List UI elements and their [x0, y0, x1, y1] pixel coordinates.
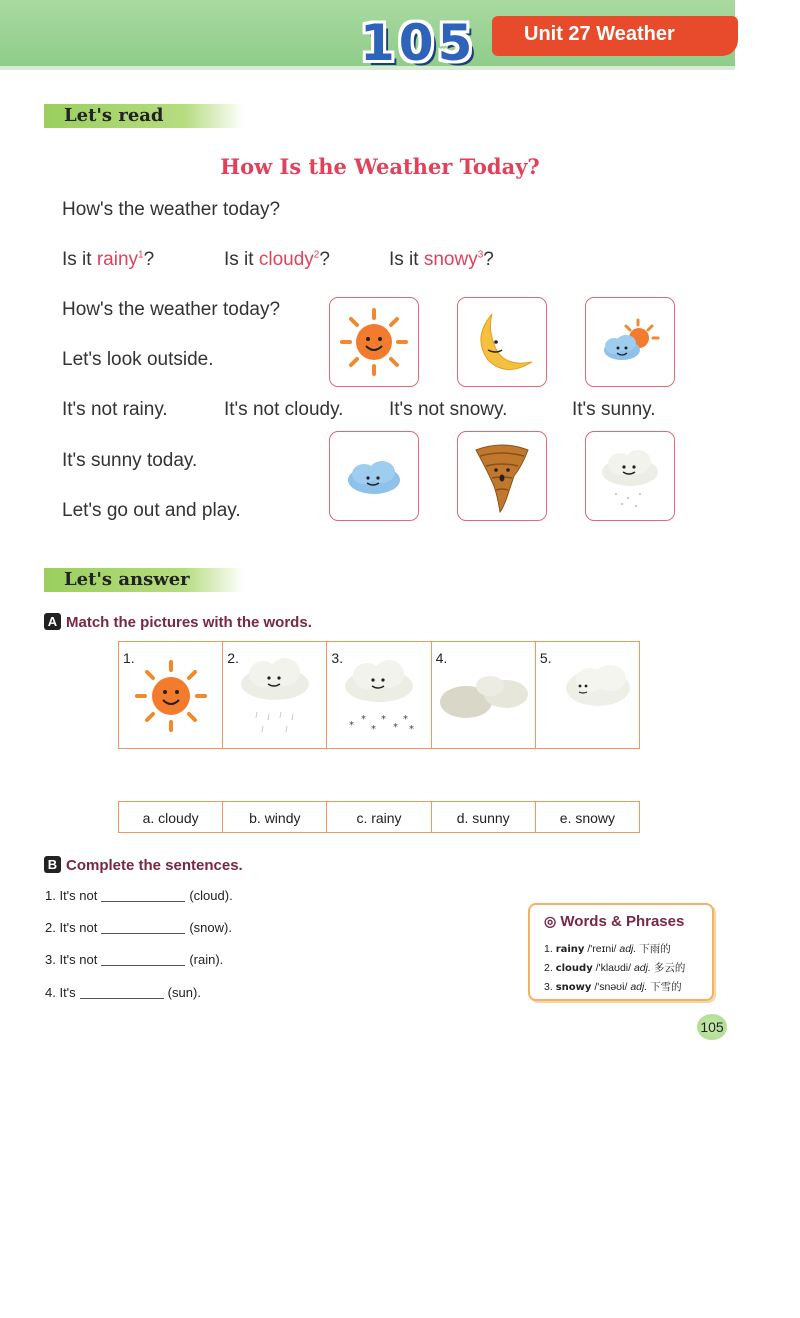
picture-cell-4[interactable]	[432, 642, 536, 748]
sun-icon	[330, 298, 418, 386]
sun-cloud-icon	[586, 298, 674, 386]
question-rainy	[62, 249, 154, 271]
vocab-ipa: /'snəʊi/	[594, 981, 628, 993]
vocab-word: snowy	[555, 982, 592, 993]
footer-page-number: 105	[697, 1014, 727, 1040]
vocab-pos: adj.	[633, 962, 651, 974]
section-b-title: Complete the sentences.	[66, 857, 243, 874]
vocab-item	[544, 979, 682, 994]
vocab-item	[544, 960, 685, 975]
vocab-pos: adj.	[619, 943, 637, 955]
not-snowy-line: It's not snowy.	[389, 399, 508, 420]
rain-cloud-icon	[223, 642, 327, 748]
vocab-num: 1.	[544, 943, 553, 955]
sunny-line: It's sunny.	[572, 399, 656, 420]
qmark: ?	[483, 249, 494, 270]
sentence-2	[45, 920, 232, 935]
tile-tornado	[457, 431, 547, 521]
answer-blank[interactable]	[101, 901, 185, 902]
picture-number: 4.	[435, 650, 448, 666]
cloud-icon	[432, 642, 536, 748]
vocab-word: cloudy	[555, 963, 593, 974]
tile-sun	[329, 297, 419, 387]
vocab-word: rainy	[555, 944, 585, 955]
qmark: ?	[319, 249, 330, 270]
words-phrases-title-text: Words & Phrases	[560, 913, 685, 930]
blue-cloud-icon	[330, 432, 418, 520]
vocab-num: 3.	[544, 981, 553, 993]
section-b-heading	[44, 856, 243, 874]
sentence-hint: (sun).	[167, 985, 201, 1000]
snow-cloud-icon	[586, 432, 674, 520]
picture-number: 1.	[123, 650, 135, 666]
story-title: How Is the Weather Today?	[220, 154, 540, 179]
picture-cell-5[interactable]	[536, 642, 639, 748]
tile-blue-cloud	[329, 431, 419, 521]
sentence-text: 1. It's not	[45, 888, 98, 903]
question-snowy	[389, 249, 494, 271]
lets-read-banner: Let's read	[44, 104, 244, 128]
poem-line-3: How's the weather today?	[62, 299, 281, 320]
words-phrases-box	[528, 903, 714, 1001]
unit-title-tab: Unit 27 Weather	[492, 16, 738, 56]
sentence-hint: (rain).	[189, 952, 224, 967]
sentence-text: 4. It's	[45, 985, 76, 1000]
sentence-1	[45, 888, 233, 903]
picture-number: 5.	[539, 650, 552, 666]
word-choice-d[interactable]: d. sunny	[432, 802, 536, 832]
tile-snow-cloud	[585, 431, 675, 521]
footnote-2: 2	[313, 249, 320, 261]
vocab-ipa: /'klaʊdi/	[595, 962, 632, 974]
q-prefix: Is it	[62, 249, 92, 270]
picture-cell-2[interactable]	[223, 642, 327, 748]
sentence-text: 3. It's not	[45, 952, 98, 967]
vocab-item	[544, 941, 671, 956]
answer-blank[interactable]	[101, 933, 185, 934]
tile-moon	[457, 297, 547, 387]
moon-icon	[458, 298, 546, 386]
picture-cell-1[interactable]	[119, 642, 223, 748]
section-a-title: Match the pictures with the words.	[66, 614, 312, 631]
svg-text:*: *	[371, 724, 377, 735]
header-page-number: 105	[360, 14, 477, 72]
picture-number: 3.	[331, 650, 344, 666]
section-a-heading	[44, 613, 312, 631]
footnote-3: 3	[477, 249, 484, 261]
vocab-num: 2.	[544, 962, 553, 974]
lets-answer-banner: Let's answer	[44, 568, 244, 592]
footnote-1: 1	[138, 249, 144, 261]
sun-icon	[119, 642, 223, 748]
vocab-pos: adj.	[630, 981, 648, 993]
answer-blank[interactable]	[101, 965, 185, 966]
word-choice-c[interactable]: c. rainy	[327, 802, 431, 832]
word-choice-e[interactable]: e. snowy	[559, 810, 616, 826]
picture-number: 2.	[227, 650, 239, 666]
question-cloudy	[224, 249, 330, 271]
wind-cloud-icon	[536, 642, 640, 748]
not-rainy-line: It's not rainy.	[62, 399, 168, 420]
svg-text:*: *	[403, 714, 409, 725]
sentence-text: 2. It's not	[45, 920, 98, 935]
snow-cloud-icon	[327, 642, 431, 748]
vocab-meaning: 多云的	[653, 962, 686, 974]
svg-text:*: *	[409, 724, 415, 735]
picture-cell-3[interactable]	[327, 642, 431, 748]
tornado-icon	[458, 432, 546, 520]
svg-text:*: *	[393, 722, 399, 733]
word-choice-b[interactable]: b. windy	[223, 802, 327, 832]
answer-blank[interactable]	[80, 998, 164, 999]
section-b-badge: B	[44, 856, 61, 873]
target-icon: ◎	[544, 913, 557, 929]
word-choices	[118, 801, 640, 833]
poem-line-6: It's sunny today.	[62, 450, 198, 471]
q-prefix: Is it	[224, 249, 254, 270]
words-phrases-title	[544, 913, 684, 930]
vocab-meaning: 下雨的	[639, 943, 671, 955]
tile-sun-cloud	[585, 297, 675, 387]
word-cloudy: cloudy	[258, 249, 314, 270]
poem-line-7: Let's go out and play.	[62, 500, 241, 521]
sentence-hint: (cloud).	[189, 888, 233, 903]
word-rainy: rainy	[96, 249, 139, 270]
sentence-4	[45, 985, 201, 1000]
word-choice-a[interactable]: a. cloudy	[119, 802, 223, 832]
qmark: ?	[143, 249, 155, 270]
poem-line-4: Let's look outside.	[62, 349, 214, 370]
poem-line-1: How's the weather today?	[62, 199, 281, 220]
vocab-ipa: /'reɪni/	[587, 943, 617, 955]
svg-text:*: *	[381, 714, 387, 725]
section-a-badge: A	[44, 613, 61, 630]
picture-grid	[118, 641, 640, 749]
svg-text:*: *	[361, 714, 367, 725]
q-prefix: Is it	[389, 249, 419, 270]
sentence-3	[45, 952, 223, 967]
not-cloudy-line: It's not cloudy.	[224, 399, 344, 420]
word-snowy: snowy	[423, 249, 478, 270]
svg-text:*: *	[349, 720, 355, 731]
sentence-hint: (snow).	[189, 920, 232, 935]
vocab-meaning: 下雪的	[650, 981, 682, 993]
